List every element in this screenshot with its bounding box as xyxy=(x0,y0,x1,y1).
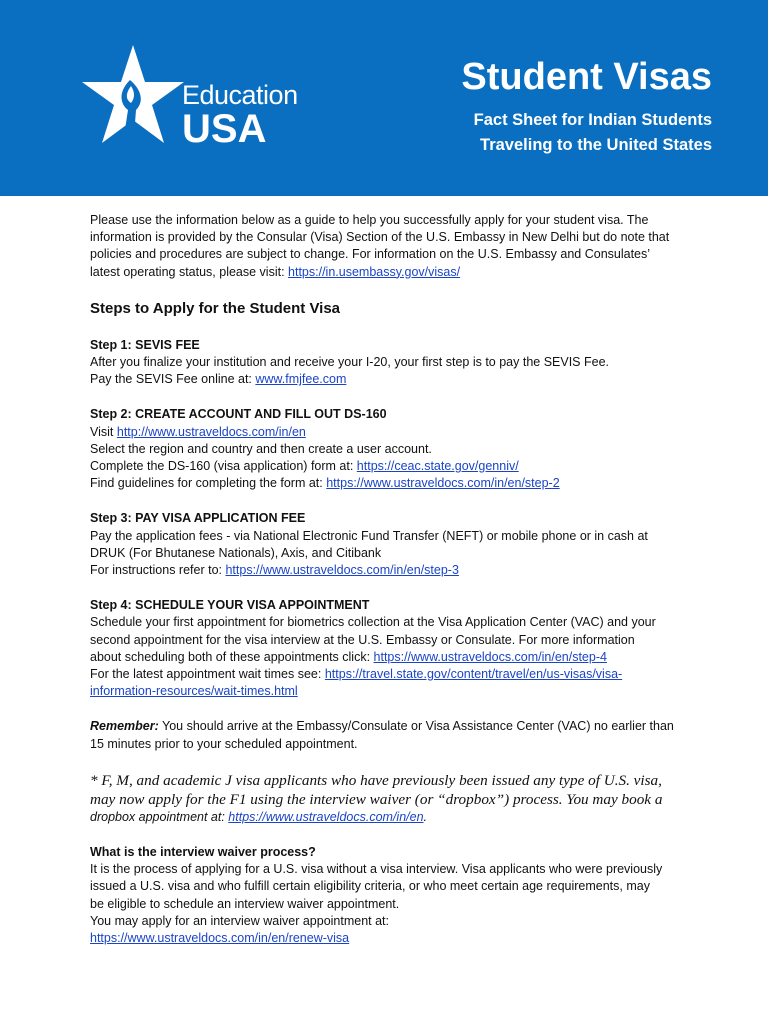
educationusa-logo xyxy=(78,40,318,160)
wait-times-link-cont[interactable]: information-resources/wait-times.html xyxy=(90,684,298,699)
step-1-line xyxy=(90,371,690,388)
step-3-line: Pay the application fees - via National Electronic Fund Transfer (NEFT) or mobile phone or in cash at xyxy=(90,528,648,543)
waiver-line: You may apply for an interview waiver appointment at: xyxy=(90,913,390,928)
document-body xyxy=(90,212,690,965)
dropbox-line: * F, M, and academic J visa applicants who have previously been issued any type of U.S. visa, xyxy=(90,771,662,789)
dropbox-end: . xyxy=(423,809,428,824)
star-torch-icon xyxy=(78,40,188,160)
step-2-guidelines-link[interactable]: https://www.ustraveldocs.com/in/en/step-2 xyxy=(326,476,560,491)
steps-heading: Steps to Apply for the Student Visa xyxy=(90,299,341,317)
step-3-title: Step 3: PAY VISA APPLICATION FEE xyxy=(90,511,306,526)
waiver-line xyxy=(90,930,690,947)
step-4-text: about scheduling both of these appointments click: xyxy=(90,649,374,664)
page-title: Student Visas xyxy=(461,56,712,98)
intro-line: Please use the information below as a guide to help you successfully apply for your student visa. The xyxy=(90,213,649,227)
subtitle-line-1: Fact Sheet for Indian Students xyxy=(473,111,712,129)
remember-text: You should arrive at the Embassy/Consulate or Visa Assistance Center (VAC) no earlier than xyxy=(158,719,674,734)
step-2-line: Select the region and country and then create a user account. xyxy=(90,441,432,456)
renew-visa-link[interactable]: https://www.ustraveldocs.com/in/en/renew-visa xyxy=(90,931,350,946)
ds160-link[interactable]: https://ceac.state.gov/genniv/ xyxy=(356,459,519,474)
dropbox-line: may now apply for the F1 using the interview waiver (or “dropbox”) process. You may book a xyxy=(90,790,663,808)
step-2-line xyxy=(90,424,690,441)
step-3-text: For instructions refer to: xyxy=(90,563,226,578)
step-3-line: DRUK (For Bhutanese Nationals), Axis, and Citibank xyxy=(90,545,382,560)
step-2-text: Find guidelines for completing the form at: xyxy=(90,476,327,491)
step-4-line xyxy=(90,649,690,666)
step-4-line: Schedule your first appointment for biometrics collection at the Visa Application Center (VAC) and your xyxy=(90,615,656,630)
ustraveldocs-link[interactable]: http://www.ustraveldocs.com/in/en xyxy=(116,424,306,439)
remember-label: Remember: xyxy=(90,719,159,734)
sevis-fee-link[interactable]: www.fmjfee.com xyxy=(255,372,347,387)
dropbox-line xyxy=(90,809,690,826)
page-subtitle xyxy=(474,108,712,158)
waiver-line: It is the process of applying for a U.S. visa without a visa interview. Visa applicants who were previously xyxy=(90,862,663,877)
step-3-section xyxy=(90,510,690,579)
remember-line: 15 minutes prior to your scheduled appointment. xyxy=(90,736,358,751)
waiver-line: issued a U.S. visa and who fulfill certain eligibility criteria, or who meet certain age requirements, may xyxy=(90,879,650,894)
step-4-line: second appointment for the visa interview at the U.S. Embassy or Consulate. For more information xyxy=(90,632,635,647)
step-4-title: Step 4: SCHEDULE YOUR VISA APPOINTMENT xyxy=(90,598,370,613)
dropbox-note xyxy=(90,771,690,826)
subtitle-line-2: Traveling to the United States xyxy=(480,136,712,154)
waiver-section xyxy=(90,844,690,947)
step-4-line xyxy=(90,666,690,683)
step-2-text: Visit xyxy=(90,424,117,439)
step-1-line: After you finalize your institution and receive your I-20, your first step is to pay the SEVIS Fee. xyxy=(90,355,610,370)
dropbox-text: dropbox appointment at: xyxy=(90,809,229,824)
step-2-section xyxy=(90,406,690,492)
remember-note xyxy=(90,718,690,752)
intro-text: latest operating status, please visit: xyxy=(90,264,289,279)
waiver-title: What is the interview waiver process? xyxy=(90,845,316,860)
intro-line: policies and procedures are subject to change. For information on the U.S. Embassy and Consulates’ xyxy=(90,247,651,262)
step-1-text: Pay the SEVIS Fee online at: xyxy=(90,372,256,387)
embassy-visas-link[interactable]: https://in.usembassy.gov/visas/ xyxy=(288,264,461,279)
logo-text-usa: USA xyxy=(182,107,267,151)
step-2-line xyxy=(90,458,690,475)
step-2-title: Step 2: CREATE ACCOUNT AND FILL OUT DS-160 xyxy=(90,407,387,422)
step-1-section xyxy=(90,337,690,389)
step-4-text: For the latest appointment wait times see: xyxy=(90,667,325,682)
waiver-line: be eligible to schedule an interview waiver appointment. xyxy=(90,896,400,911)
step-2-text: Complete the DS-160 (visa application) form at: xyxy=(90,459,357,474)
step-1-title: Step 1: SEVIS FEE xyxy=(90,337,200,352)
logo-text-education: Education xyxy=(182,80,298,110)
page-header xyxy=(0,0,768,196)
intro-paragraph xyxy=(90,212,690,281)
wait-times-link[interactable]: https://travel.state.gov/content/travel/en/us-visas/visa- xyxy=(324,667,623,682)
step-4-link[interactable]: https://www.ustraveldocs.com/in/en/step-4 xyxy=(373,649,607,664)
dropbox-link[interactable]: https://www.ustraveldocs.com/in/en xyxy=(228,809,424,824)
step-3-link[interactable]: https://www.ustraveldocs.com/in/en/step-3 xyxy=(225,563,459,578)
intro-line xyxy=(90,264,690,281)
step-4-line xyxy=(90,683,690,700)
remember-line xyxy=(90,718,690,735)
step-3-line xyxy=(90,562,690,579)
step-4-section xyxy=(90,597,690,700)
step-2-line xyxy=(90,475,690,492)
intro-line: information is provided by the Consular (Visa) Section of the U.S. Embassy in New Delhi but do note that xyxy=(90,230,670,245)
